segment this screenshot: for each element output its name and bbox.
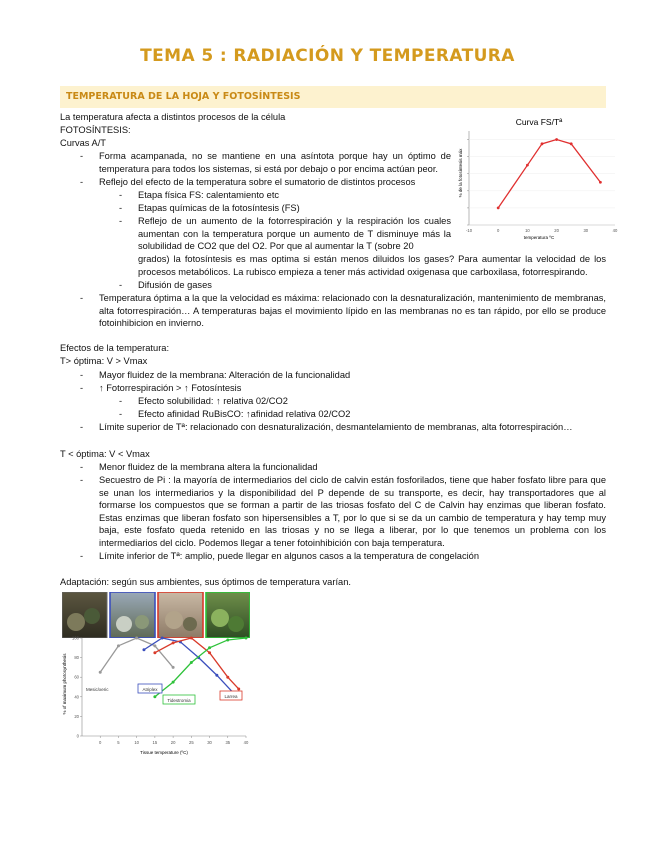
bullet-sum-processes: Reflejo del efecto de la temperatura sobre el sumatorio de distintos procesos bbox=[99, 177, 416, 187]
chart2-ytick-label: 20 bbox=[74, 713, 79, 719]
chart2-point bbox=[142, 648, 145, 651]
bullet-dash: - bbox=[80, 475, 84, 485]
chart2-xtick-label: 5 bbox=[117, 740, 120, 745]
chart1-point bbox=[497, 207, 500, 210]
bullet-dash: - bbox=[80, 177, 84, 187]
chart2-point bbox=[226, 638, 229, 641]
chart2-series-line bbox=[155, 638, 246, 697]
gt-rubisco-affinity: Efecto afinidad RuBisCO: ↑afinidad relativa 02/CO2 bbox=[138, 409, 351, 419]
bullet-bell-shape: Forma acampanada, no se mantiene en una asíntota porque hay un óptimo de temperatura para todos los sistemas, si está por debajo o por encima actúan peor. bbox=[99, 151, 451, 174]
bullet-dash: - bbox=[80, 383, 84, 393]
bullet-dash: - bbox=[119, 190, 123, 200]
chart2-point bbox=[237, 687, 240, 690]
chart2-point bbox=[215, 674, 218, 677]
chart2-point bbox=[190, 661, 193, 664]
chart2-xtick-label: 20 bbox=[170, 740, 176, 745]
chart1-ylabel: % de la fotosíntesis máx bbox=[458, 148, 463, 198]
effects-heading: Efectos de la temperatura: bbox=[60, 343, 170, 353]
chart2-xtick-label: 35 bbox=[225, 740, 231, 745]
chart1-point bbox=[599, 181, 602, 184]
sub-chemical-stages: Etapas químicas de la fotosíntesis (FS) bbox=[138, 203, 300, 213]
chart2-point bbox=[99, 671, 102, 674]
bullet-dash: - bbox=[80, 422, 84, 432]
label-mesic-text: Mesic/xeric bbox=[86, 687, 109, 692]
section-heading: TEMPERATURA DE LA HOJA Y FOTOSÍNTESIS bbox=[66, 91, 301, 102]
chart2-xtick-label: 40 bbox=[243, 740, 249, 745]
chart1-xtick-label: 40 bbox=[612, 228, 618, 233]
chart2-point bbox=[208, 646, 211, 649]
chart2-point bbox=[208, 651, 211, 654]
photo-atriplex bbox=[110, 592, 155, 638]
label-tidestromia-text: Tidestromia bbox=[167, 698, 191, 703]
bullet-dash: - bbox=[80, 293, 84, 303]
chart2-series-line bbox=[155, 638, 239, 689]
bullet-optimal-temp: Temperatura óptima a la que la velocidad es máxima: relacionado con la desnaturalización, mantenimiento de membranas, alta fotorrespiración… A temperaturas bajas el movimiento lípido en las membranas no es tan rápido, por ello se produce fotoinhibicion en invierno. bbox=[99, 293, 606, 329]
chart2-point bbox=[172, 641, 175, 644]
chart1-title: Curva FS/Tª bbox=[515, 117, 563, 127]
habitat-photos bbox=[62, 592, 250, 638]
bullet-dash: - bbox=[119, 216, 123, 226]
chart2-point bbox=[190, 637, 193, 640]
t-below-optimum: T < óptima: V < Vmax bbox=[60, 449, 150, 459]
bullet-dash: - bbox=[119, 280, 123, 290]
label-mesic bbox=[86, 687, 109, 692]
bullet-dash: - bbox=[119, 203, 123, 213]
chart2-point bbox=[153, 651, 156, 654]
adaptation-line: Adaptación: según sus ambientes, sus óptimos de temperatura varían. bbox=[60, 577, 351, 587]
chart2-point bbox=[161, 637, 164, 640]
sub-gas-diffusion: Difusión de gases bbox=[138, 280, 212, 290]
label-larrea bbox=[220, 691, 242, 700]
t-above-optimum: T> óptima: V > Vmax bbox=[60, 356, 148, 366]
chart2-ytick-label: 40 bbox=[74, 694, 79, 700]
fs-temperature-chart bbox=[455, 113, 627, 243]
page-title: TEMA 5 : RADIACIÓN Y TEMPERATURA bbox=[140, 46, 515, 66]
lt-lower-limit: Límite inferior de Tª: amplio, puede llegar en algunos casos a la temperatura de congelación bbox=[99, 551, 480, 561]
gt-upper-limit: Límite superior de Tª: relacionado con desnaturalización, desmantelamiento de membranas, alta fotorrespiración… bbox=[99, 422, 573, 432]
lt-pi-sequestration: Secuestro de Pi : la mayoría de intermediarios del ciclo de calvin están fosforilados, tiene que haber fosfato libre para que se unan los intermediarios y la disponibilidad del P depende de su transporte, es decir, hay transportadores que al formarse los compuestos que se forman a partir de las triosas fosfato del C de Calvin hay enzimas que liberan fosfato. Estas enzimas que liberan fosfato son hipersensibles a T, por lo que si se da un cambio de temperatura y hay temp muy baja, este fosfato queda retenido en las triosas y no se llega a liberar, por lo que tenemos un problema con los intermediarios del ciclo. Podemos llegar a tener fotoinhibición con baja temperatura. bbox=[99, 475, 606, 548]
chart2-point bbox=[153, 644, 156, 647]
label-atriplex-text: Atriplex bbox=[142, 687, 158, 692]
chart2-xtick-label: 30 bbox=[207, 740, 212, 745]
sub-physical-stage: Etapa física FS: calentamiento etc bbox=[138, 190, 280, 200]
chart2-ytick-label: 0 bbox=[76, 733, 79, 739]
chart2-point bbox=[245, 637, 248, 640]
chart2-ylabel: % of maximum photosynthesis bbox=[62, 653, 67, 715]
chart1-xtick-label: 0 bbox=[497, 228, 500, 233]
lt-membrane-fluidity: Menor fluidez de la membrana altera la funcionalidad bbox=[99, 462, 318, 472]
chart2-xtick-label: 25 bbox=[188, 740, 194, 745]
label-atriplex bbox=[138, 684, 162, 693]
chart1-xtick-label: 20 bbox=[554, 228, 559, 233]
bullet-dash: - bbox=[80, 370, 84, 380]
chart1-point bbox=[570, 142, 573, 145]
gt-membrane-fluidity: Mayor fluidez de la membrana: Alteración de la funcionalidad bbox=[99, 370, 351, 380]
chart1-point bbox=[555, 138, 558, 141]
chart1-xtick-label: -10 bbox=[465, 228, 473, 233]
chart1-xtick-label: 10 bbox=[525, 228, 530, 233]
chart2-point bbox=[226, 676, 229, 679]
bullet-dash: - bbox=[80, 462, 84, 472]
gt-photorespiration: ↑ Fotorrespiración > ↑ Fotosíntesis bbox=[99, 383, 242, 393]
bullet-dash: - bbox=[119, 396, 123, 406]
chart2-ytick-label: 60 bbox=[74, 674, 79, 680]
chart2-point bbox=[153, 695, 156, 698]
chart2-point bbox=[117, 644, 120, 647]
chart1-point bbox=[526, 164, 529, 167]
chart2-point bbox=[172, 681, 175, 684]
intro-line-2: FOTOSÍNTESIS: bbox=[60, 125, 131, 135]
chart2-ytick-label: 100 bbox=[72, 635, 79, 641]
chart1-point bbox=[541, 142, 544, 145]
chart2-ytick-label: 80 bbox=[74, 655, 79, 661]
intro-line-3: Curvas A/T bbox=[60, 138, 106, 148]
bullet-dash: - bbox=[80, 551, 84, 561]
chart2-xlabel: Tissue temperature (ºC) bbox=[140, 750, 188, 755]
chart2-xtick-label: 15 bbox=[152, 740, 158, 745]
chart2-xtick-label: 10 bbox=[134, 740, 140, 745]
bullet-dash: - bbox=[119, 409, 123, 419]
chart1-xtick-label: 30 bbox=[583, 228, 589, 233]
chart2-point bbox=[135, 637, 138, 640]
label-larrea-text: Larrea bbox=[224, 694, 238, 699]
gt-solubility-effect: Efecto solubilidad: ↑ relativa 02/CO2 bbox=[138, 396, 288, 406]
chart2-series-line bbox=[100, 638, 173, 672]
chart2-point bbox=[172, 666, 175, 669]
chart1-xlabel: temperatura ºC bbox=[523, 235, 555, 240]
sub-photorespiration-a: Reflejo de un aumento de la fotorrespiración y la respiración los cuales aumentan con la temperatura porque un aumento de T disminuye más la solubilidad de CO2 que del O2. Por que al aumentar la T (sobre 20 bbox=[138, 216, 451, 252]
bullet-dash: - bbox=[80, 151, 84, 161]
chart2-xtick-label: 0 bbox=[99, 740, 102, 745]
label-tidestromia bbox=[163, 695, 195, 704]
intro-line-1: La temperatura afecta a distintos procesos de la célula bbox=[60, 112, 286, 122]
adaptation-chart bbox=[60, 634, 256, 758]
section-banner bbox=[60, 86, 606, 108]
sub-photorespiration-b: grados) la fotosíntesis es mas optima si están menos diluidos los gases? Para aumentar la velocidad de los procesos metabólicos. La rubisco empieza a tener más actividad oxigenasa que carboxilasa, fotorrespirando. bbox=[138, 254, 606, 277]
